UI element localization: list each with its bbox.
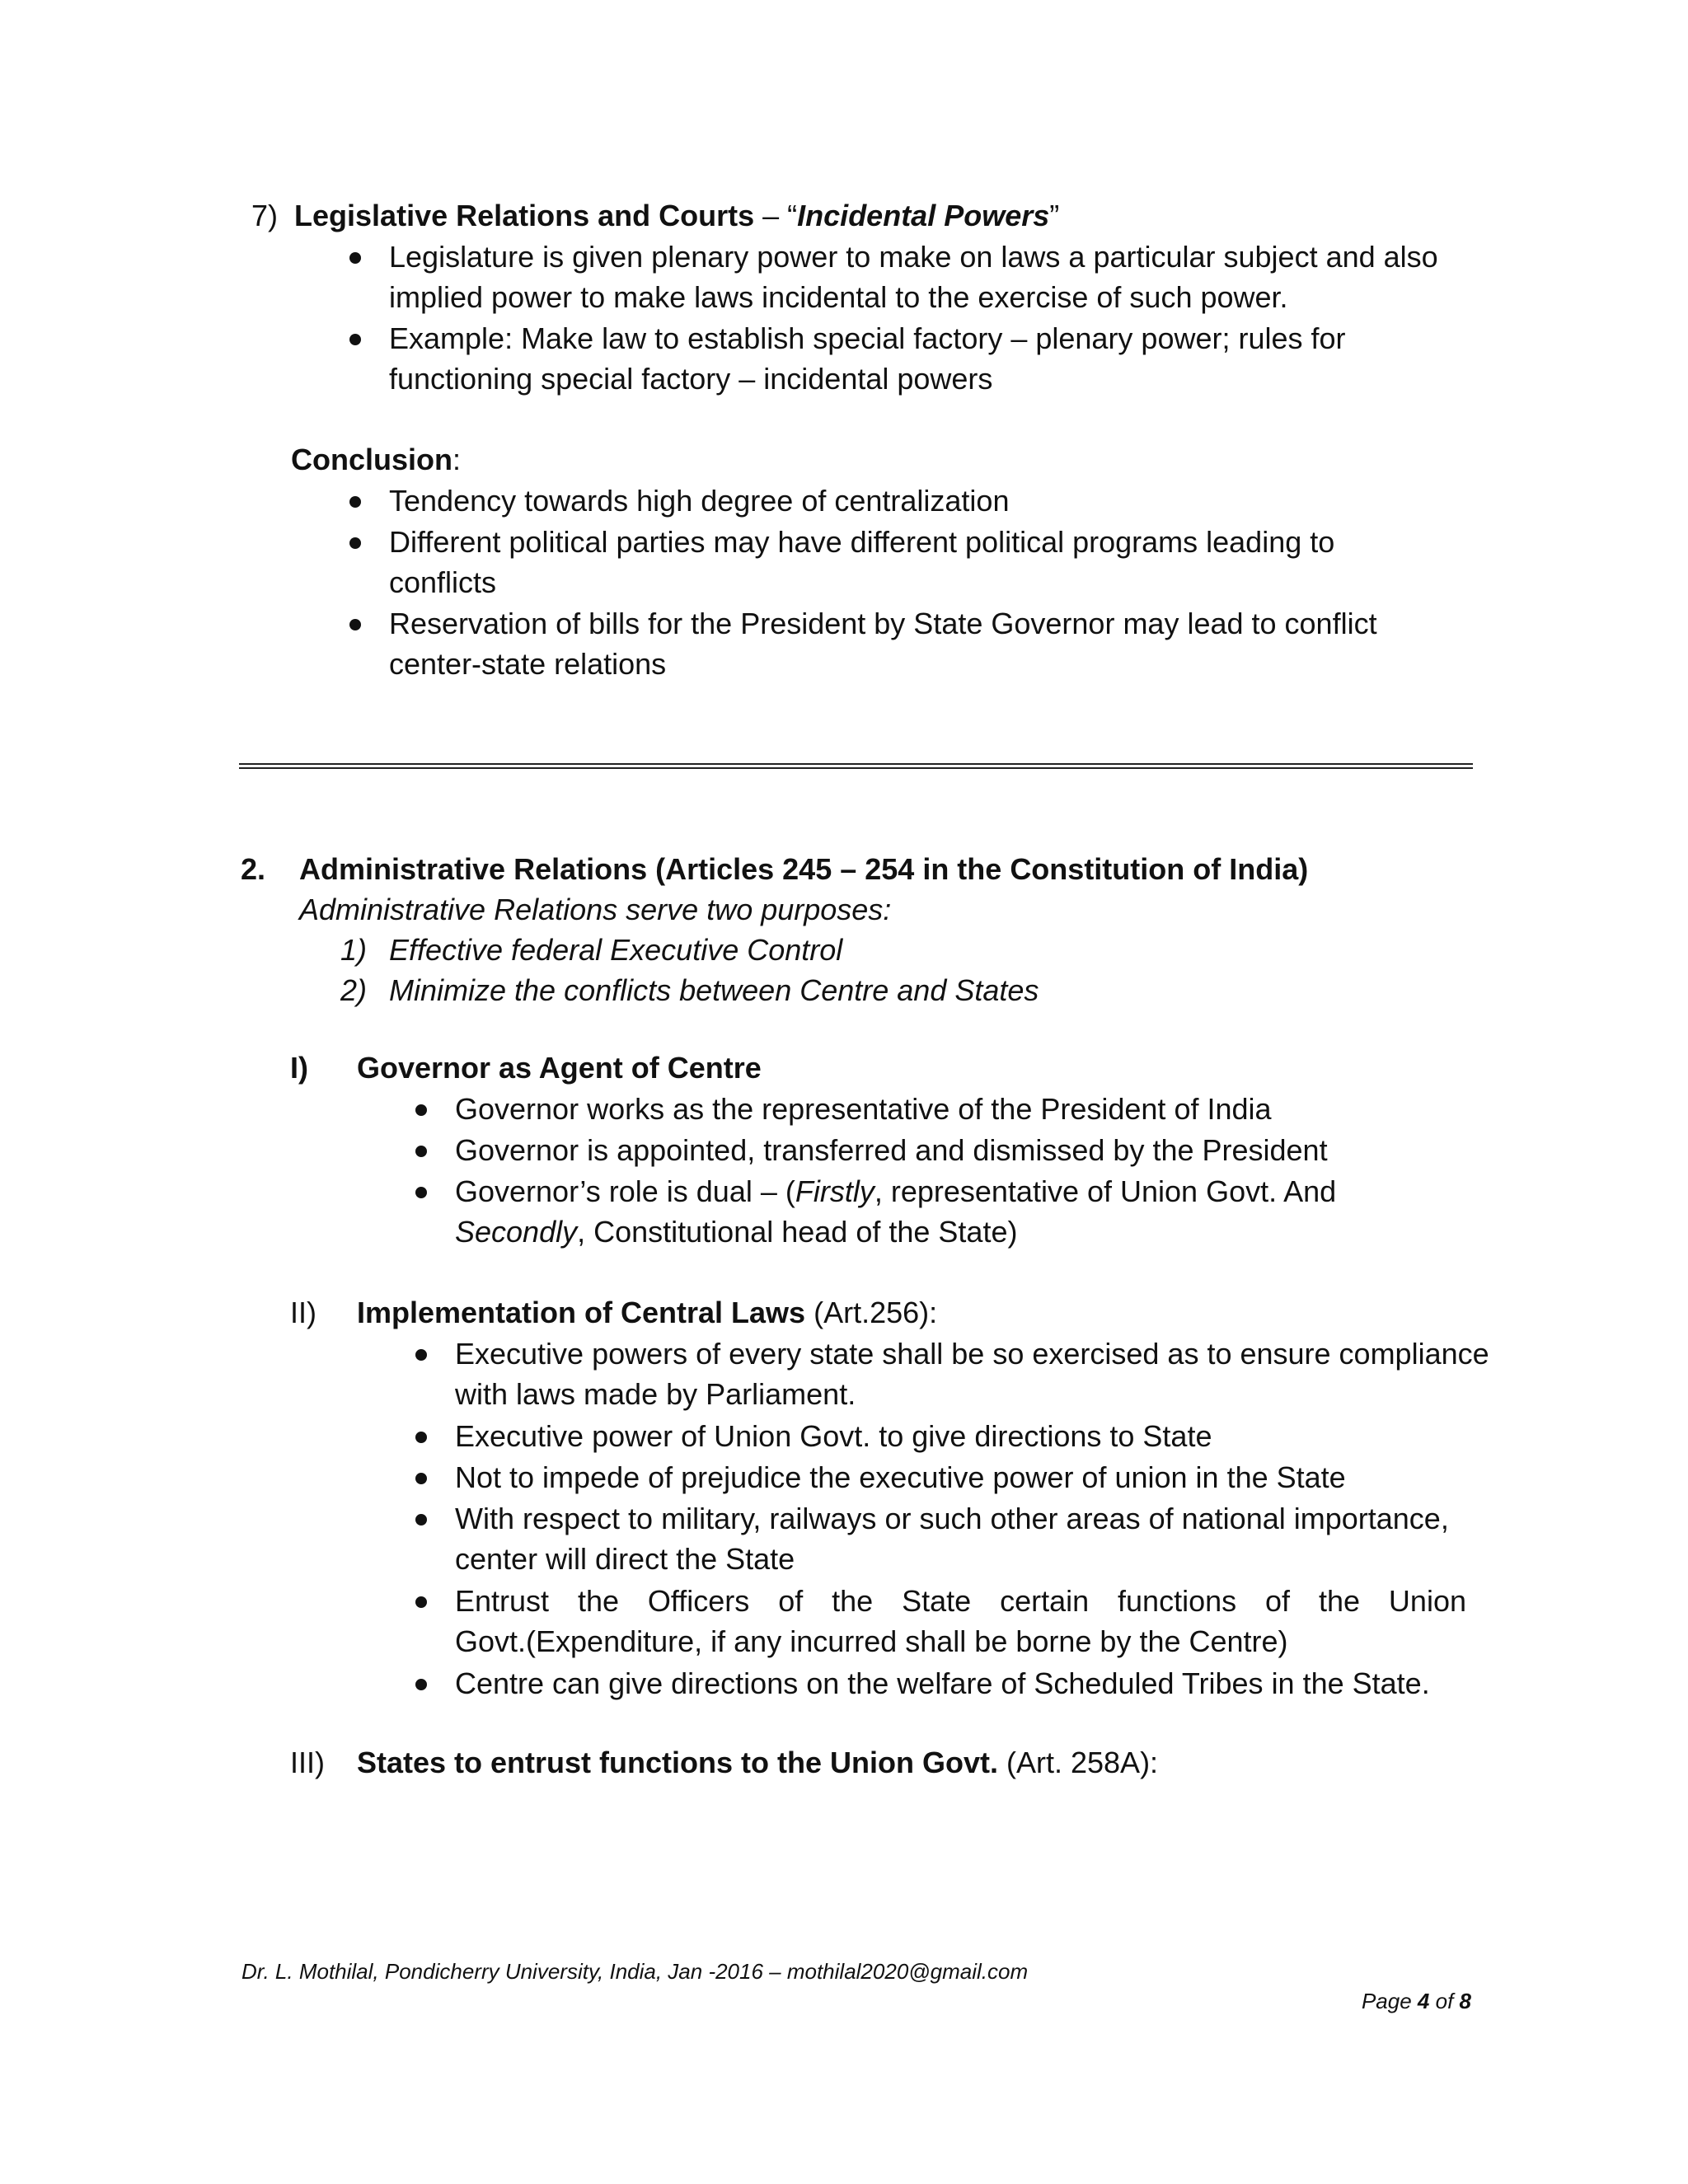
bullet-icon	[349, 496, 361, 508]
section-7-bullet-2-cont: functioning special factory – incidental powers	[389, 362, 993, 396]
subsection-2-heading	[357, 1292, 937, 1333]
bullet-icon	[349, 334, 361, 345]
divider-line	[239, 763, 1473, 765]
subsection-3-title: States to entrust functions to the Union Govt.	[357, 1746, 998, 1779]
sub1-bullet-3	[455, 1171, 1336, 1212]
footer-page-number	[1362, 1986, 1471, 2016]
section-2-number: 2.	[241, 852, 266, 886]
conclusion-label: Conclusion	[291, 443, 452, 476]
sub1-dual-c: , Constitutional head of the State)	[577, 1215, 1018, 1249]
sub2-bullet-4: With respect to military, railways or such other areas of national importance,	[455, 1502, 1449, 1535]
bullet-icon	[415, 1432, 427, 1443]
page-current: 4	[1417, 1989, 1430, 2013]
purpose-2-text: Minimize the conflicts between Centre and States	[389, 973, 1039, 1007]
section-7-heading	[251, 195, 1059, 237]
sub2-bullet-3: Not to impede of prejudice the executive power of union in the State	[455, 1460, 1346, 1494]
bullet-icon	[415, 1679, 427, 1690]
sub2-bullet-4-cont: center will direct the State	[455, 1542, 795, 1576]
section-7-number: 7)	[251, 199, 279, 232]
conclusion-bullet-3: Reservation of bills for the President by State Governor may lead to conflict	[389, 607, 1377, 640]
purpose-2-number: 2)	[340, 973, 368, 1007]
bullet-icon	[415, 1514, 427, 1526]
page-mid: of	[1429, 1989, 1460, 2013]
sub1-dual-secondly: Secondly	[455, 1215, 578, 1249]
conclusion-heading	[291, 439, 461, 480]
sub1-bullet-2: Governor is appointed, transferred and dismissed by the President	[455, 1133, 1328, 1167]
conclusion-colon: :	[452, 443, 462, 476]
bullet-icon	[415, 1187, 427, 1198]
subsection-2-ref: (Art.256):	[805, 1296, 938, 1329]
page-total: 8	[1459, 1989, 1471, 2013]
conclusion-bullet-2: Different political parties may have different political programs leading to	[389, 525, 1335, 559]
section-7-subtitle: Incidental Powers	[797, 199, 1050, 232]
section-7-bullet-2: Example: Make law to establish special factory – plenary power; rules for	[389, 321, 1346, 355]
bullet-icon	[349, 619, 361, 630]
conclusion-bullet-1: Tendency towards high degree of centralization	[389, 484, 1010, 518]
page-prefix: Page	[1361, 1989, 1418, 2013]
purpose-1-number: 1)	[340, 933, 368, 967]
sub1-bullet-3-cont	[455, 1212, 1017, 1253]
section-2-title: Administrative Relations (Articles 245 – 254 in the Constitution of India)	[299, 852, 1309, 886]
conclusion-bullet-2-cont: conflicts	[389, 565, 497, 599]
subsection-1-number: I)	[290, 1051, 308, 1085]
subsection-3-ref: (Art. 258A):	[998, 1746, 1159, 1779]
sub2-bullet-6: Centre can give directions on the welfare of Scheduled Tribes in the State.	[455, 1666, 1430, 1700]
section-7-close-quote: ”	[1049, 199, 1060, 232]
sub1-dual-b: , representative of Union Govt. And	[874, 1174, 1337, 1208]
section-7-title: Legislative Relations and Courts	[294, 199, 755, 232]
bullet-icon	[415, 1146, 427, 1157]
subsection-3-heading	[357, 1742, 1158, 1783]
section-7-dash: – “	[754, 199, 798, 232]
sub2-bullet-1: Executive powers of every state shall be so exercised as to ensure compliance	[455, 1337, 1489, 1371]
bullet-icon	[349, 252, 361, 264]
sub2-bullet-5: Entrust the Officers of the State certain functions of the Union	[455, 1584, 1466, 1618]
section-7-bullet-1: Legislature is given plenary power to make on laws a particular subject and also	[389, 240, 1438, 274]
sub1-dual-a: Governor’s role is dual – (	[455, 1174, 795, 1208]
bullet-icon	[349, 537, 361, 549]
sub2-bullet-2: Executive power of Union Govt. to give directions to State	[455, 1419, 1212, 1453]
bullet-icon	[415, 1473, 427, 1484]
subsection-2-number: II)	[290, 1296, 316, 1329]
footer-author: Dr. L. Mothilal, Pondicherry University, India, Jan -2016 – mothilal2020@gmail.com	[241, 1959, 1029, 1984]
sub2-bullet-5-cont: Govt.(Expenditure, if any incurred shall be borne by the Centre)	[455, 1624, 1288, 1658]
subsection-2-title: Implementation of Central Laws	[357, 1296, 806, 1329]
bullet-icon	[415, 1596, 427, 1608]
purpose-1-text: Effective federal Executive Control	[389, 933, 843, 967]
sub1-bullet-1: Governor works as the representative of the President of India	[455, 1092, 1272, 1126]
subsection-1-title: Governor as Agent of Centre	[357, 1051, 762, 1085]
bullet-icon	[415, 1104, 427, 1116]
conclusion-bullet-3-cont: center-state relations	[389, 647, 667, 681]
section-7-bullet-1-cont: implied power to make laws incidental to the exercise of such power.	[389, 280, 1288, 314]
bullet-icon	[415, 1349, 427, 1361]
subsection-3-number: III)	[290, 1746, 325, 1779]
divider-line	[239, 767, 1473, 769]
sub2-bullet-1-cont: with laws made by Parliament.	[455, 1377, 856, 1411]
section-2-intro: Administrative Relations serve two purposes:	[299, 893, 892, 926]
sub1-dual-firstly: Firstly	[795, 1174, 874, 1208]
